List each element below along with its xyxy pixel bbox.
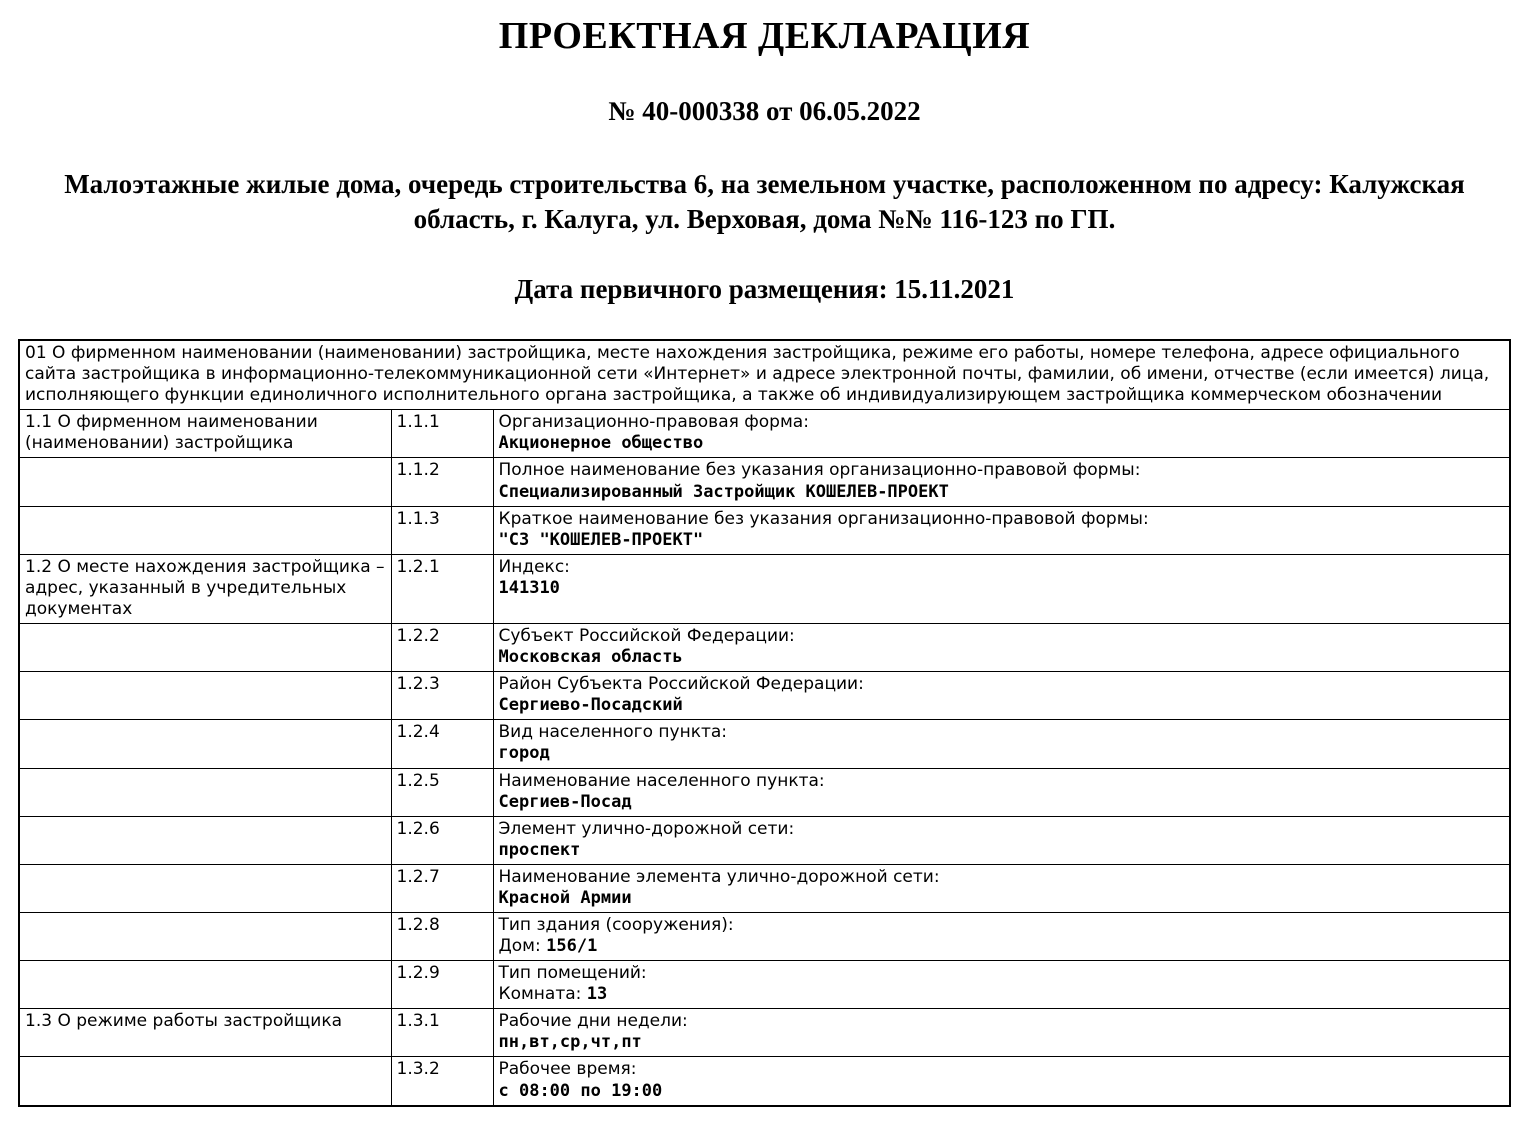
row-section-label (19, 672, 391, 720)
row-field-value: "СЗ "КОШЕЛЕВ-ПРОЕКТ" (498, 529, 704, 550)
row-field-label: Элемент улично-дорожной сети: (498, 818, 795, 839)
row-value-line (499, 482, 1505, 503)
row-field-value: Сергиев-Посад (498, 791, 632, 812)
row-content-cell (493, 816, 1510, 864)
row-section-label (19, 864, 391, 912)
row-section-label (19, 768, 391, 816)
row-content-cell (493, 961, 1510, 1009)
row-section-label (19, 816, 391, 864)
row-value-line (499, 936, 1505, 957)
row-field-value: 156/1 (546, 936, 598, 957)
row-field-label: Наименование населенного пункта: (498, 770, 825, 791)
table-row (19, 1057, 1510, 1106)
row-field-label: Район Субъекта Российской Федерации: (498, 674, 864, 695)
row-code: 1.2.3 (391, 672, 493, 720)
row-code: 1.2.8 (391, 912, 493, 960)
row-section-label (19, 961, 391, 1009)
row-section-label: 1.2 О месте нахождения застройщика – адрес, указанный в учредительных документах (19, 554, 391, 623)
row-code: 1.2.7 (391, 864, 493, 912)
row-code: 1.1.3 (391, 506, 493, 554)
row-value-line (499, 743, 1505, 764)
row-code: 1.2.1 (391, 554, 493, 623)
row-field-value: 13 (586, 984, 608, 1005)
section-header-row (19, 340, 1510, 410)
row-field-label: Полное наименование без указания организационно-правовой формы: (498, 460, 1141, 481)
row-code: 1.2.5 (391, 768, 493, 816)
row-field-value: Акционерное общество (498, 433, 704, 454)
row-content-cell (493, 720, 1510, 768)
row-code: 1.2.6 (391, 816, 493, 864)
row-section-label: 1.1 О фирменном наименовании (наименовании) застройщика (19, 410, 391, 458)
row-field-value: пн,вт,ср,чт,пт (498, 1032, 642, 1053)
table-row (19, 554, 1510, 623)
declaration-table-body (19, 340, 1510, 1106)
row-section-label (19, 1057, 391, 1106)
row-code: 1.1.1 (391, 410, 493, 458)
row-content-cell (493, 410, 1510, 458)
table-row (19, 506, 1510, 554)
row-section-label (19, 458, 391, 506)
row-content-cell (493, 624, 1510, 672)
row-value-line (499, 433, 1505, 454)
row-value-line (499, 792, 1505, 813)
row-field-label: Рабочее время: (498, 1059, 637, 1080)
table-row (19, 816, 1510, 864)
table-row (19, 912, 1510, 960)
row-field-label: Тип помещений: (498, 963, 647, 984)
declaration-table (18, 339, 1511, 1107)
row-content-cell (493, 864, 1510, 912)
row-field-value: город (498, 743, 550, 764)
row-field-value: Красной Армии (498, 887, 632, 908)
table-row (19, 458, 1510, 506)
row-code: 1.3.1 (391, 1009, 493, 1057)
row-content-cell (493, 672, 1510, 720)
row-field-label: Тип здания (сооружения): (498, 914, 734, 935)
row-field-label: Краткое наименование без указания организационно-правовой формы: (498, 508, 1149, 529)
row-field-value: Московская область (498, 647, 683, 668)
row-value-prefix: Дом: (498, 936, 547, 957)
row-section-label (19, 506, 391, 554)
row-code: 1.2.2 (391, 624, 493, 672)
row-value-line (499, 840, 1505, 861)
row-section-label (19, 624, 391, 672)
table-row (19, 1009, 1510, 1057)
section-header-cell: 01 О фирменном наименовании (наименовании) застройщика, месте нахождения застройщика, режиме его работы, номере телефона, адресе официального сайта застройщика в информационно-телекоммуникационной сети «Интернет» и адресе электронной почты, фамилии, об имени, отчестве (если имеется) лица, исполняющего функции единоличного исполнительного органа застройщика, а также об индивидуализирующем застройщика коммерческом обозначении (19, 340, 1510, 410)
row-code: 1.3.2 (391, 1057, 493, 1106)
row-code: 1.2.9 (391, 961, 493, 1009)
row-value-line (499, 695, 1505, 716)
row-value-line (499, 984, 1505, 1005)
row-field-value: Специализированный Застройщик КОШЕЛЕВ-ПРОЕКТ (498, 481, 949, 502)
row-field-label: Организационно-правовая форма: (498, 412, 809, 433)
table-row (19, 410, 1510, 458)
row-field-label: Рабочие дни недели: (498, 1011, 688, 1032)
table-row (19, 864, 1510, 912)
row-code: 1.1.2 (391, 458, 493, 506)
row-value-line (499, 647, 1505, 668)
row-content-cell (493, 1057, 1510, 1106)
row-field-label: Вид населенного пункта: (498, 722, 728, 743)
row-field-value: проспект (498, 839, 581, 860)
row-content-cell (493, 768, 1510, 816)
project-description: Малоэтажные жилые дома, очередь строительства 6, на земельном участке, расположенном по адресу: Калужская область, г. Калуга, ул. Верховая, дома №№ 116-123 по ГП. (64, 169, 1465, 234)
row-field-value: с 08:00 по 19:00 (498, 1080, 663, 1101)
row-value-line (499, 888, 1505, 909)
row-content-cell (493, 458, 1510, 506)
row-value-line (499, 578, 1505, 599)
row-content-cell (493, 912, 1510, 960)
table-row (19, 961, 1510, 1009)
declaration-number: № 40-000338 от 06.05.2022 (608, 96, 921, 126)
first-publication-date: Дата первичного размещения: 15.11.2021 (514, 274, 1015, 305)
table-row (19, 672, 1510, 720)
row-field-label: Наименование элемента улично-дорожной сети: (498, 866, 940, 887)
row-field-value: 141310 (498, 577, 560, 598)
row-field-label: Индекс: (498, 556, 570, 577)
table-row (19, 624, 1510, 672)
row-content-cell (493, 1009, 1510, 1057)
row-section-label (19, 720, 391, 768)
row-field-label: Субъект Российской Федерации: (498, 626, 795, 647)
page-title: ПРОЕКТНАЯ ДЕКЛАРАЦИЯ (498, 15, 1031, 57)
row-section-label: 1.3 О режиме работы застройщика (19, 1009, 391, 1057)
table-row (19, 768, 1510, 816)
row-value-line (499, 1081, 1505, 1102)
row-value-line (499, 1032, 1505, 1053)
table-row (19, 720, 1510, 768)
row-content-cell (493, 554, 1510, 623)
row-value-prefix: Комната: (498, 984, 587, 1005)
row-code: 1.2.4 (391, 720, 493, 768)
row-content-cell (493, 506, 1510, 554)
row-section-label (19, 912, 391, 960)
row-field-value: Сергиево-Посадский (498, 695, 683, 716)
row-value-line (499, 530, 1505, 551)
